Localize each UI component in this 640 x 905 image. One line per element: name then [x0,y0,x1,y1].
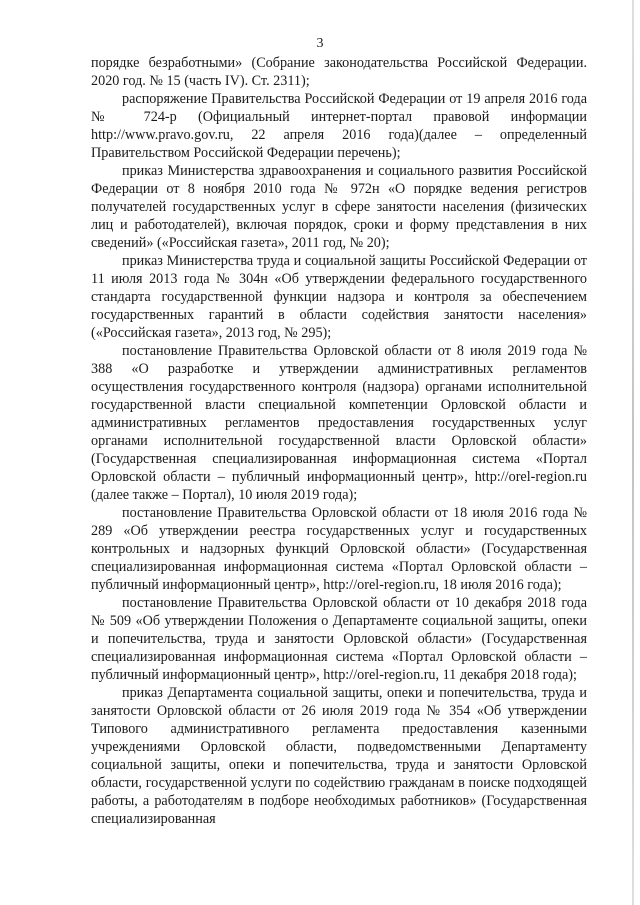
paragraph-postanovlenie-388: постановление Правительства Орловской области от 8 июля 2019 года № 388 «О разработке и утверждении административных регламентов осуществления государственного контроля (надзора) органами исполнительной государственной власти специальной компетенции Орловской области и административных регламентов предоставления государственных услуг органами исполнительной государственной власти Орловской области» (Государственная специализированная информационная система «Портал Орловской области – публичный информационный центр», http://orel-region.ru (далее также – Портал), 10 июля 2019 года); [91,343,587,503]
paragraph-prikaz-304n: приказ Министерства труда и социальной защиты Российской Федерации от 11 июля 2013 года № 304н «Об утверждении федерального государственного стандарта государственной функции надзора и контроля за обеспечением государственных гарантий в области содействия занятости населения» («Российская газета», 2013 год, № 295); [91,253,587,341]
paragraph-continuation: порядке безработными» (Собрание законодательства Российской Федерации. 2020 год. № 15 (часть IV). Ст. 2311); [91,55,587,89]
paragraph-prikaz-972n: приказ Министерства здравоохранения и социального развития Российской Федерации от 8 ноября 2010 года № 972н «О порядке ведения регистров получателей государственных услуг в сфере занятости населения (физических лиц и работодателей), включая порядок, сроки и форму представления в них сведений» («Российская газета», 2011 год, № 20); [91,163,587,251]
page-number: 3 [316,36,324,51]
paragraph-rasporyazhenie-724r: распоряжение Правительства Российской Федерации от 19 апреля 2016 года № 724-р (Официальный интернет-портал правовой информации http://www.pravo.gov.ru, 22 апреля 2016 года)(далее – определенный Правительством Российской Федерации перечень); [91,91,587,161]
paragraph-postanovlenie-509: постановление Правительства Орловской области от 10 декабря 2018 года № 509 «Об утверждении Положения о Департаменте социальной защиты, опеки и попечительства, труда и занятости Орловской области» (Государственная специализированная информационная система «Портал Орловской области – публичный информационный центр», http://orel-region.ru, 11 декабря 2018 года); [91,595,587,683]
paragraph-prikaz-354: приказ Департамента социальной защиты, опеки и попечительства, труда и занятости Орловской области от 26 июля 2019 года № 354 «Об утверждении Типового административного регламента предоставления казенными учреждениями Орловской области, подведомственными Департаменту социальной защиты, опеки и попечительства, труда и занятости Орловской области, государственной услуги по содействию гражданам в поиске подходящей работы, а работодателям в подборе необходимых работников» (Государственная специализированная [91,685,587,827]
scan-edge-line [632,0,634,905]
document-body [91,54,587,828]
paragraph-postanovlenie-289: постановление Правительства Орловской области от 18 июля 2016 года № 289 «Об утверждении реестра государственных услуг и государственных контрольных и надзорных функций Орловской области» (Государственная специализированная информационная система «Портал Орловской области – публичный информационный центр», http://orel-region.ru, 18 июля 2016 года); [91,505,587,593]
